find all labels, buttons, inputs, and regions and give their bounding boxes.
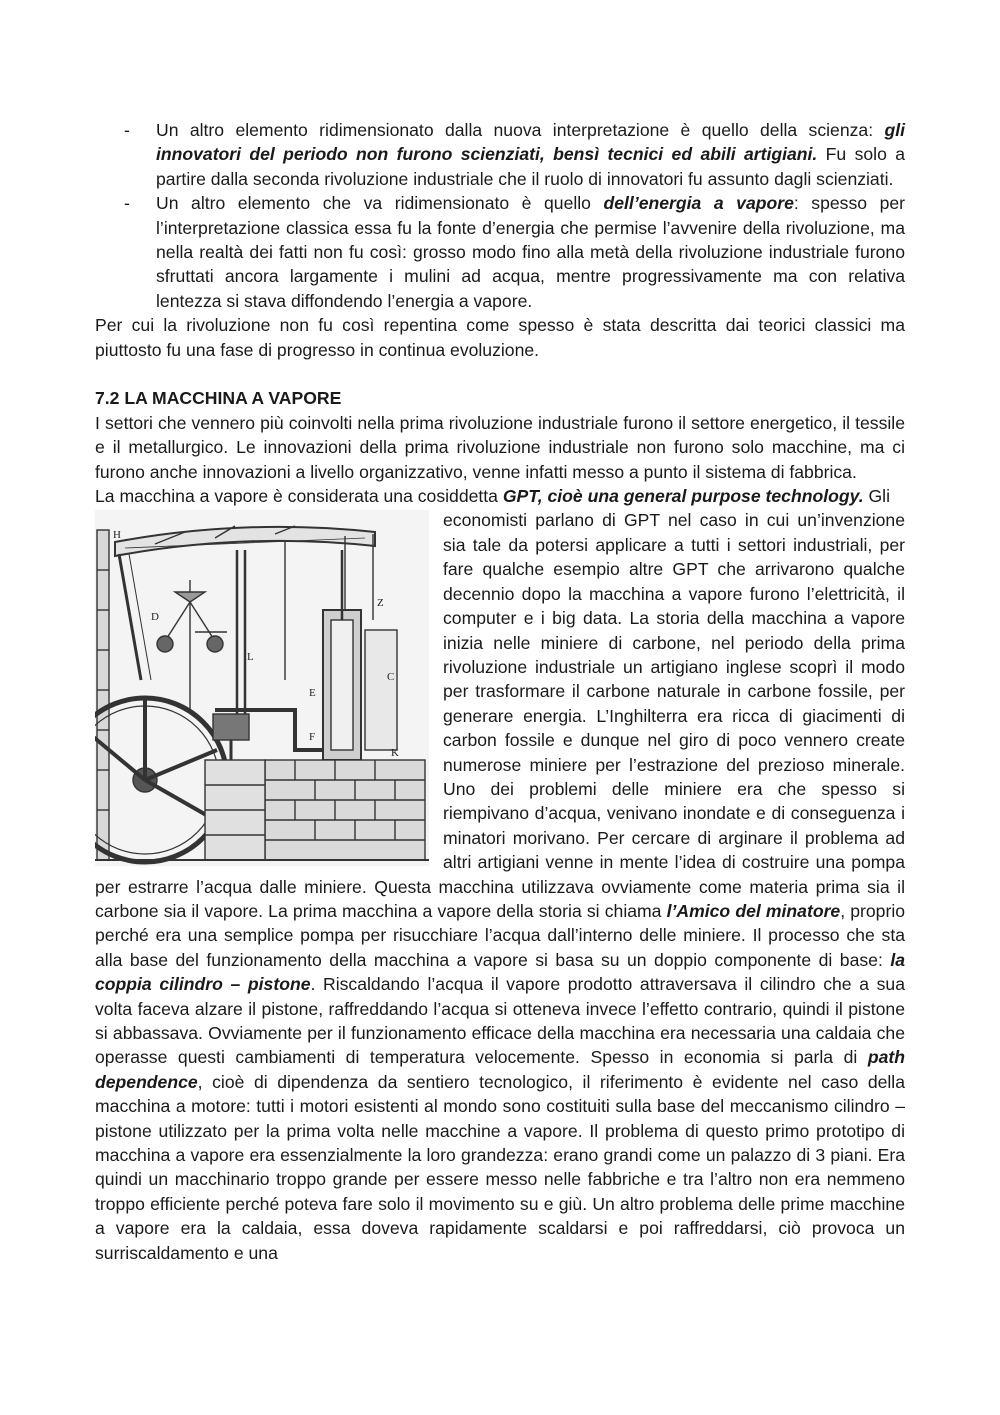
paragraph-text: , proprio perché era una semplice pompa per risucchiare l’acqua dall’interno delle miniere. Il processo che sta alla base del funzionamento della macchina a vapore si basa su un doppio componente di base: bbox=[95, 900, 906, 970]
bullet-text: Fu solo a partire dalla seconda rivoluzione industriale che il ruolo di innovatori fu assunto dagli scienziati. bbox=[156, 144, 905, 189]
paragraph-text: . Riscaldando l’acqua il vapore prodotto attraversava il cilindro che a sua volta faceva alzare il pistone, raffreddando l’acqua si otteneva invece l’effetto contrario, quindi il pistone si abbassava. Ovviamente per il funzionamento efficace della macchina era necessaria una caldaia che operasse questi cambiamenti di temperatura velocemente. Spesso in economia si parla di bbox=[95, 974, 905, 1068]
bullet-marker: - bbox=[124, 120, 130, 140]
emphasis-text: la coppia cilindro – pistone bbox=[95, 949, 905, 995]
bullet-marker: - bbox=[124, 193, 130, 214]
document-page bbox=[95, 118, 905, 1265]
emphasis-text: dell’energia a vapore bbox=[603, 193, 794, 214]
paragraph-text: La macchina a vapore è considerata una cosiddetta bbox=[95, 486, 503, 507]
figure-label: H bbox=[113, 529, 121, 542]
figure-label: K bbox=[391, 747, 399, 760]
bullet-item-steam-energy bbox=[95, 191, 905, 313]
steam-engine-drawing bbox=[95, 510, 429, 866]
bullet-text: : spesso per l’interpretazione classica essa fu la fonte d’energia che permise l’avvenire della rivoluzione, ma nella realtà dei fatti non fu così: grosso modo fino alla metà della rivoluzione industriale furono sfruttati ancora largamente i mulini ad acqua, mentre progressivamente ma con relativa lentezza si stava diffondendo l’energia a vapore. bbox=[156, 193, 905, 311]
paragraph-sectors: I settori che vennero più coinvolti nella prima rivoluzione industriale furono il settore energetico, il tessile e il metallurgico. Le innovazioni della prima rivoluzione industriale non furono solo macchine, ma ci furono anche innovazioni a livello organizzativo, venne infatti messo a punto il sistema di fabbrica. bbox=[95, 412, 905, 482]
bullet-list bbox=[95, 118, 905, 313]
emphasis-text: l’Amico del minatore bbox=[666, 900, 841, 921]
section-heading: 7.2 LA MACCHINA A VAPORE bbox=[95, 388, 342, 409]
figure-label: Z bbox=[377, 597, 384, 610]
bullet-text: Un altro elemento ridimensionato dalla nuova interpretazione è quello della scienza: bbox=[156, 120, 885, 140]
steam-engine-illustration bbox=[95, 510, 429, 866]
bullet-text: Un altro elemento che va ridimensionato è quello bbox=[156, 193, 604, 214]
emphasis-text: GPT, cioè una general purpose technology. bbox=[502, 486, 864, 507]
bullet-item-science bbox=[95, 118, 905, 191]
figure-label: E bbox=[309, 687, 316, 700]
paragraph-gpt bbox=[95, 484, 905, 508]
figure-label: D bbox=[151, 611, 159, 624]
figure-label: F bbox=[309, 731, 316, 744]
figure-label: C bbox=[387, 671, 395, 684]
paragraph-text: economisti parlano di GPT nel caso in cui un’invenzione sia tale da potersi applicare a tutti i settori industriali, per fare qualche esempio altre GPT che arrivarono qualche decennio dopo la macchina a vapore furono l’elettricità, il computer e i big data. La storia della macchina a vapore inizia nelle miniere di carbone, nel periodo della prima rivoluzione industriale un artigiano inglese scoprì il modo per trasformare il carbone naturale in carbone fossile, per generare energia. L’Inghilterra era ricca di giacimenti di carbon fossile e dunque nel giro di poco vennero create numerose miniere per l’estrazione del prezioso minerale. Uno dei problemi delle miniere era che spesso si riempivano d’acqua, venivano inondate e di conseguenza i minatori morivano. Per cercare di arginare il problema ad altri artigiani venne in mente l’idea di costruire una pompa per estrarre l’acqua dalle miniere. Questa macchina utilizzava ovviamente come materia prima sia il carbone sia il vapore. La prima macchina a vapore della storia si chiama bbox=[95, 510, 905, 921]
paragraph-text: Gli bbox=[863, 486, 890, 507]
paragraph-conclusion: Per cui la rivoluzione non fu così repentina come spesso è stata descritta dai teorici classici ma piuttosto fu una fase di progresso in continua evoluzione. bbox=[95, 315, 905, 360]
paragraph-text: , cioè di dipendenza da sentiero tecnologico, il riferimento è evidente nel caso della macchina a motore: tutti i motori esistenti al mondo sono costituiti sulla base del meccanismo cilindro – pistone utilizzato per la prima volta nelle macchine a vapore. Il problema di questo primo prototipo di macchina a vapore era essenzialmente la loro grandezza: erano grandi come un palazzo di 3 piani. Era quindi un macchinario troppo grande per essere messo nelle fabbriche e tra l’altro non era nemmeno troppo efficiente perché poteva fare solo il movimento su e giù. Un altro problema delle prime macchine a vapore era la caldaia, essa doveva rapidamente scaldarsi e poi raffreddarsi, ciò provoca un surriscaldamento e una bbox=[95, 1071, 905, 1263]
emphasis-text: gli innovatori del periodo non furono scienziati, bensì tecnici ed abili artigiani. bbox=[156, 120, 905, 165]
emphasis-text: path dependence bbox=[95, 1047, 905, 1092]
figure-label: L bbox=[247, 651, 254, 664]
